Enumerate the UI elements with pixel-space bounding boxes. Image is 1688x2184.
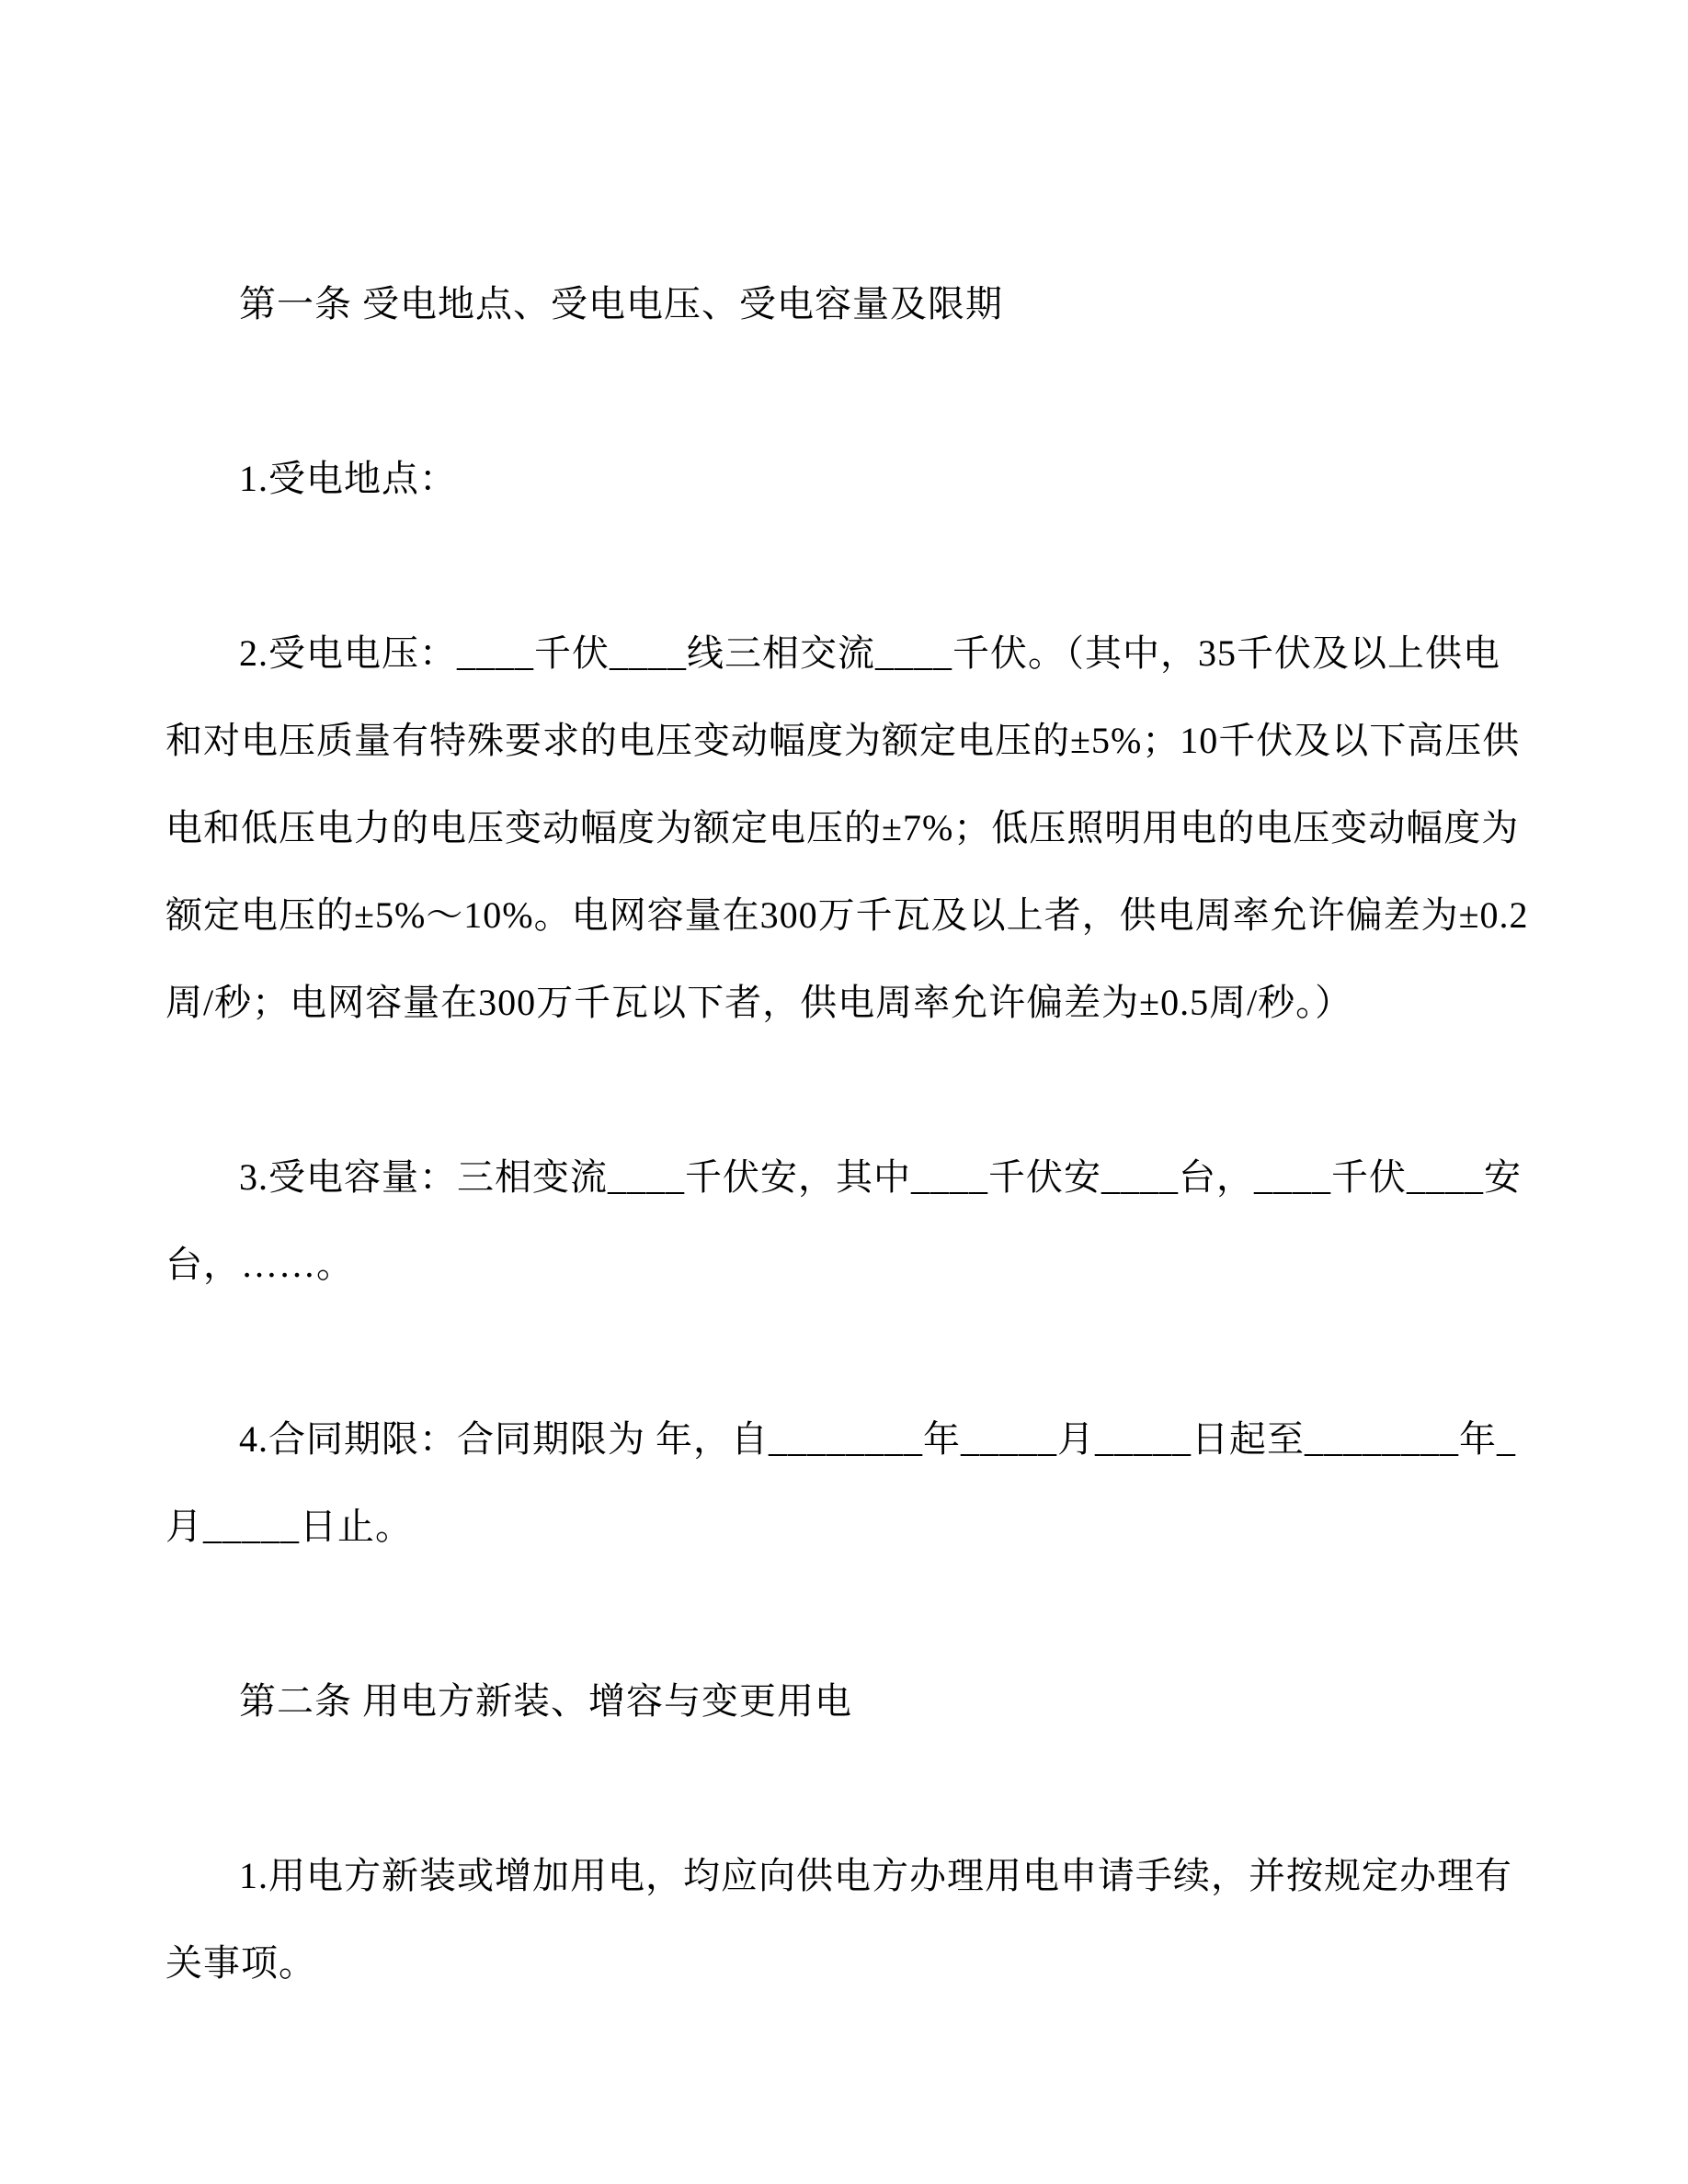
text-line: 1.受电地点： [239,458,457,499]
text-line: 电和低压电力的电压变动幅度为额定电压的±7%；低压照明用电的电压变动幅度为 [165,807,1520,848]
clause-4-contract-term [165,1395,1532,1570]
text-line: 额定电压的±5%～10%。电网容量在300万千瓦及以上者，供电周率允许偏差为±0.2 [165,894,1529,936]
text-line: 1.用电方新装或增加用电，均应向供电方办理用电申请手续，并按规定办理有 [239,1855,1512,1896]
text-line: 3.受电容量：三相变流____千伏安，其中____千伏安____台，____千伏____安 [239,1156,1522,1198]
clause-3-receiving-capacity [165,1133,1532,1308]
text-line: 第二条 用电方新装、增容与变更用电 [239,1680,852,1722]
text-line: 周/秒；电网容量在300万千瓦以下者，供电周率允许偏差为±0.5周/秒。） [165,982,1353,1023]
clause-1-new-installation [165,1832,1532,2007]
text-line: 台，……。 [165,1244,354,1285]
text-line: 4.合同期限：合同期限为 年，自________年_____月_____日起至________年_ [239,1418,1516,1460]
text-line: 月_____日止。 [165,1506,413,1547]
clause-1-receiving-location [165,435,1532,522]
text-line: 关事项。 [165,1942,316,1984]
text-line: 2.受电电压：____千伏____线三相交流____千伏。（其中，35千伏及以上供电 [239,632,1500,674]
text-line: 第一条 受电地点、受电电压、受电容量及限期 [239,283,1003,324]
article-1-heading [165,260,1532,347]
article-2-heading [165,1657,1532,1745]
clause-2-receiving-voltage [165,609,1532,1046]
text-line: 和对电压质量有特殊要求的电压变动幅度为额定电压的±5%；10千伏及以下高压供 [165,720,1521,761]
